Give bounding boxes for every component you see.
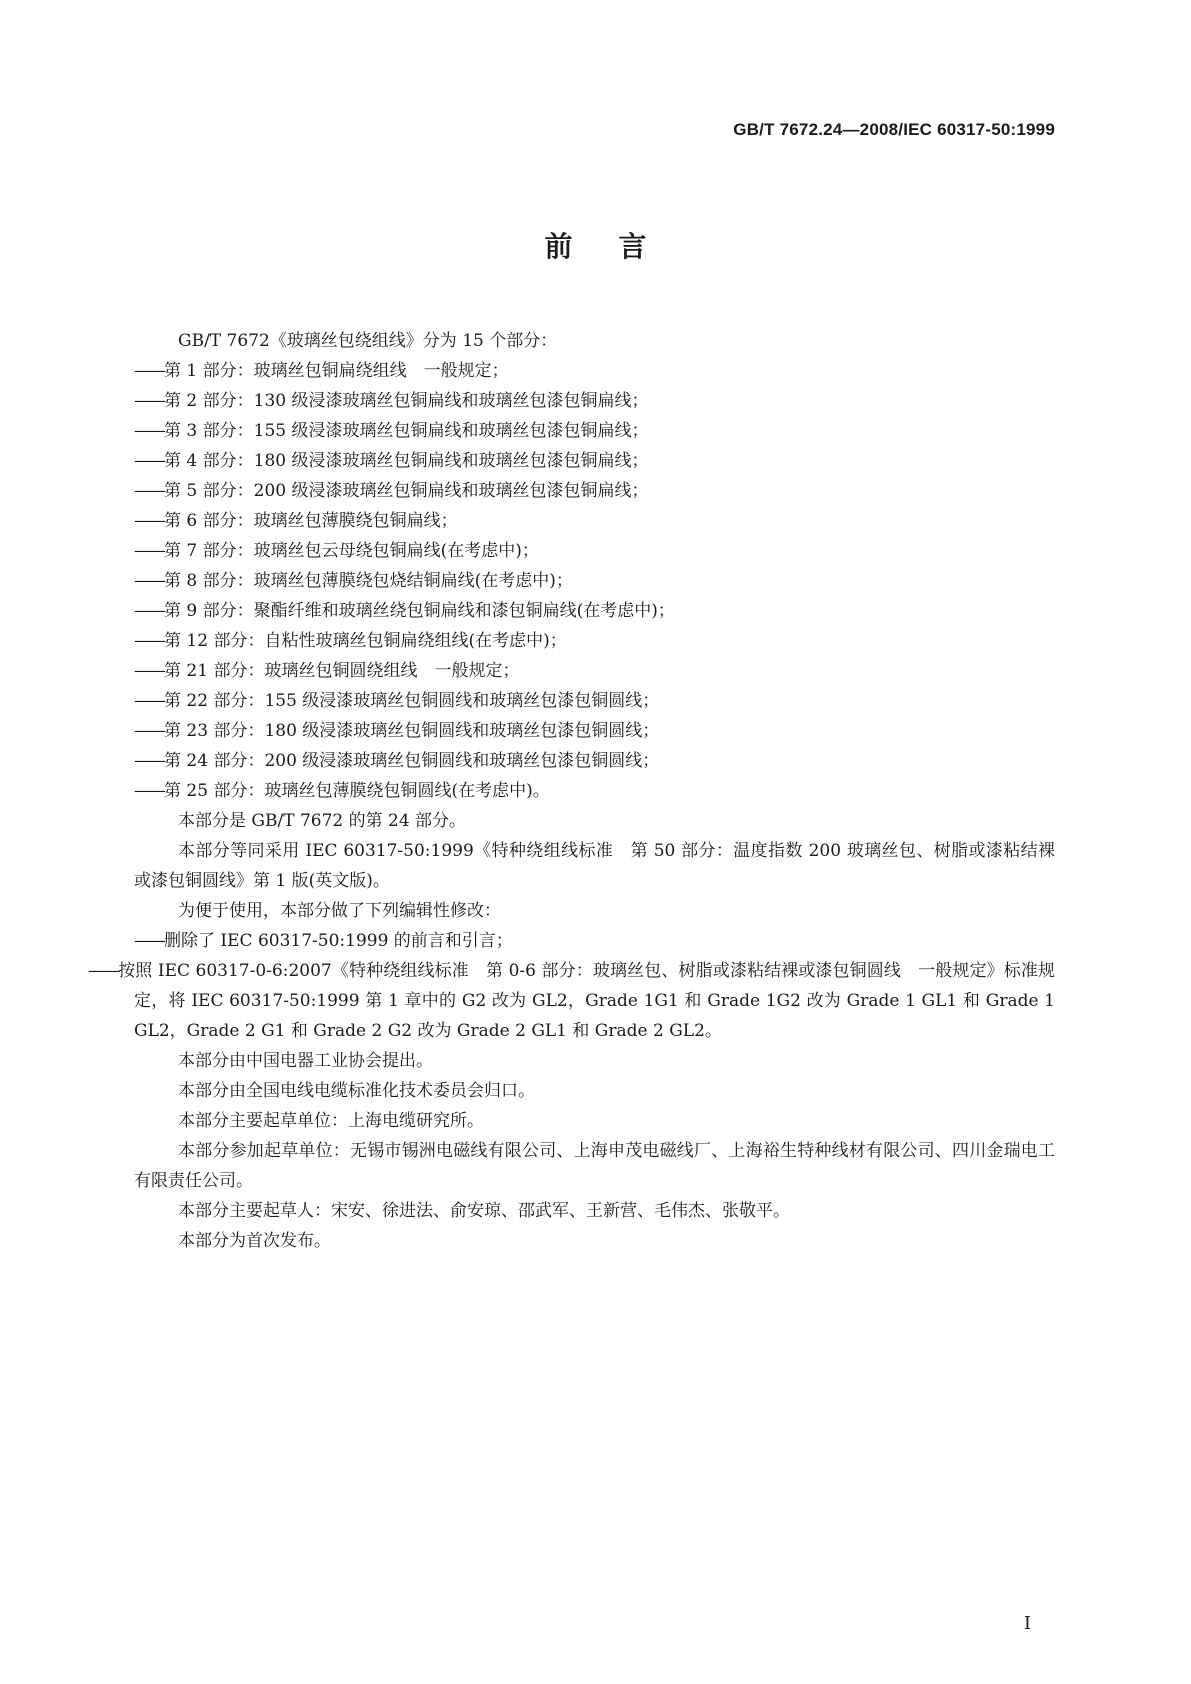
list-item-text: 第 3 部分：155 级浸漆玻璃丝包铜扁线和玻璃丝包漆包铜扁线； <box>164 421 649 441</box>
foreword-body <box>88 326 1055 1256</box>
dash: —— <box>134 751 164 771</box>
dash: —— <box>134 931 164 951</box>
list-item <box>134 626 1055 656</box>
dash: —— <box>134 631 164 651</box>
list-item-text: 第 12 部分：自粘性玻璃丝包铜扁绕组线(在考虑中)； <box>164 631 567 651</box>
this-part-paragraph: 本部分是 GB/T 7672 的第 24 部分。 <box>178 811 467 831</box>
edit-item-text: 删除了 IEC 60317-50:1999 的前言和引言； <box>164 931 513 951</box>
edit-item <box>134 926 1055 956</box>
list-item <box>134 386 1055 416</box>
dash: —— <box>134 391 164 411</box>
dash: —— <box>134 361 164 381</box>
intro-paragraph: GB/T 7672《玻璃丝包绕组线》分为 15 个部分： <box>178 331 558 351</box>
list-item <box>134 446 1055 476</box>
dash: —— <box>134 691 164 711</box>
list-item-text: 第 5 部分：200 级浸漆玻璃丝包铜扁线和玻璃丝包漆包铜扁线； <box>164 481 649 501</box>
list-item-text: 第 6 部分：玻璃丝包薄膜绕包铜扁线； <box>164 511 458 531</box>
standard-number: GB/T 7672.24—2008/IEC 60317-50:1999 <box>733 120 1055 139</box>
main-drafter-unit-paragraph: 本部分主要起草单位：上海电缆研究所。 <box>178 1111 484 1131</box>
dash: —— <box>134 781 164 801</box>
first-release-paragraph: 本部分为首次发布。 <box>178 1231 331 1251</box>
list-item <box>134 686 1055 716</box>
list-item <box>134 596 1055 626</box>
list-item-text: 第 4 部分：180 级浸漆玻璃丝包铜扁线和玻璃丝包漆包铜扁线； <box>164 451 649 471</box>
list-item <box>134 566 1055 596</box>
dash: —— <box>134 571 164 591</box>
dash: —— <box>134 511 164 531</box>
dash: —— <box>134 451 164 471</box>
proposer-paragraph: 本部分由中国电器工业协会提出。 <box>178 1051 433 1071</box>
list-item-text: 第 7 部分：玻璃丝包云母绕包铜扁线(在考虑中)； <box>164 541 539 561</box>
list-item <box>134 506 1055 536</box>
edit-item-text: 按照 IEC 60317-0-6:2007《特种绕组线标准 第 0-6 部分：玻璃丝包、树脂或漆粘结裸或漆包铜圆线 一般规定》标准规定，将 IEC 60317-50:1999 第 1 章中的 G2 改为 GL2，Grade 1G1 和 Grade 1G2 改为 Grade 1 GL1 和 Grade 1 GL2，Grade 2 G1 和 Grade 2 G2 改为 Grade 2 GL1 和 Grade 2 GL2。 <box>118 961 1055 1041</box>
list-item-text: 第 2 部分：130 级浸漆玻璃丝包铜扁线和玻璃丝包漆包铜扁线； <box>164 391 649 411</box>
list-item-text: 第 24 部分：200 级浸漆玻璃丝包铜圆线和玻璃丝包漆包铜圆线； <box>164 751 660 771</box>
list-item-text: 第 22 部分：155 级浸漆玻璃丝包铜圆线和玻璃丝包漆包铜圆线； <box>164 691 660 711</box>
list-item <box>134 776 1055 806</box>
list-item <box>134 656 1055 686</box>
list-item-text: 第 21 部分：玻璃丝包铜圆绕组线 一般规定； <box>164 661 520 681</box>
page-title: 前言 <box>544 230 693 263</box>
list-item <box>134 746 1055 776</box>
list-item-text: 第 23 部分：180 级浸漆玻璃丝包铜圆线和玻璃丝包漆包铜圆线； <box>164 721 660 741</box>
list-item-text: 第 9 部分：聚酯纤维和玻璃丝绕包铜扁线和漆包铜扁线(在考虑中)； <box>164 601 675 621</box>
list-item-text: 第 8 部分：玻璃丝包薄膜绕包烧结铜扁线(在考虑中)； <box>164 571 573 591</box>
dash: —— <box>88 961 118 981</box>
dash: —— <box>134 421 164 441</box>
list-item-text: 第 25 部分：玻璃丝包薄膜绕包铜圆线(在考虑中)。 <box>164 781 550 801</box>
list-item <box>134 476 1055 506</box>
dash: —— <box>134 541 164 561</box>
dash: —— <box>134 721 164 741</box>
dash: —— <box>134 601 164 621</box>
drafters-paragraph: 本部分主要起草人：宋安、徐进法、俞安琼、邵武军、王新营、毛伟杰、张敬平。 <box>178 1201 790 1221</box>
page-number: I <box>1023 1613 1031 1634</box>
list-item-text: 第 1 部分：玻璃丝包铜扁绕组线 一般规定； <box>164 361 509 381</box>
equivalence-paragraph: 本部分等同采用 IEC 60317-50:1999《特种绕组线标准 第 50 部分：温度指数 200 玻璃丝包、树脂或漆粘结裸或漆包铜圆线》第 1 版(英文版)。 <box>134 841 1055 891</box>
participating-units-paragraph: 本部分参加起草单位：无锡市锡洲电磁线有限公司、上海申茂电磁线厂、上海裕生特种线材有限公司、四川金瑞电工有限责任公司。 <box>134 1141 1055 1191</box>
list-item <box>134 536 1055 566</box>
list-item <box>134 356 1055 386</box>
dash: —— <box>134 661 164 681</box>
list-item <box>134 716 1055 746</box>
edit-intro-paragraph: 为便于使用，本部分做了下列编辑性修改： <box>178 901 501 921</box>
dash: —— <box>134 481 164 501</box>
edit-item <box>88 956 1055 1046</box>
committee-paragraph: 本部分由全国电线电缆标准化技术委员会归口。 <box>178 1081 535 1101</box>
list-item <box>134 416 1055 446</box>
